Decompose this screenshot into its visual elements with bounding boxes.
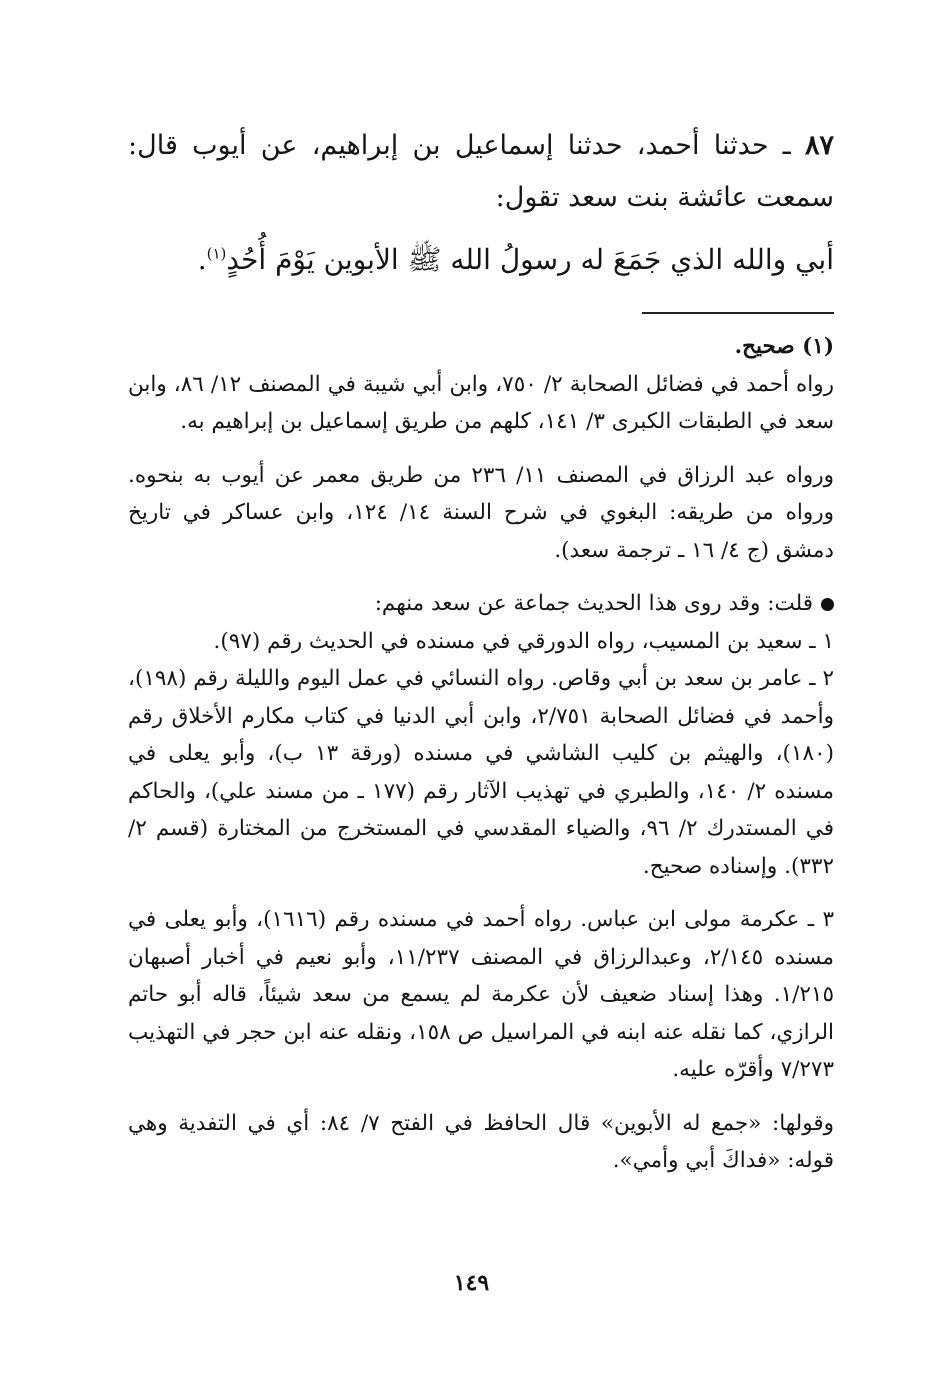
hadith-block <box>128 120 834 286</box>
page-number: ١٤٩ <box>453 1270 490 1296</box>
footnote-paragraph: ورواه عبد الرزاق في المصنف ١١/ ٢٣٦ من طريق معمر عن أيوب به بنحوه. ورواه من طريقه: البغوي في شرح السنة ١٤/ ١٢٤، وابن عساكر في تاريخ دمشق (ج ٤/ ١٦ ـ ترجمة سعد). <box>128 462 835 563</box>
footnote-item: ٢ ـ عامر بن سعد بن أبي وقاص. رواه النسائي في عمل اليوم والليلة رقم (١٩٨)، وأحمد في فضائل الصحابة ٢/٧٥١، وابن أبي الدنيا في كتاب مكارم الأخلاق رقم (١٨٠)، والهيثم بن كليب الشاشي في مسنده (ورقة ١٣ ب)، وأبو يعلى في مسنده ٢/ ١٤٠، والطبري في تهذيب الآثار رقم (١٧٧ ـ من مسند علي)، والحاكم في المستدرك ٢/ ٩٦، والضياء المقدسي في المستخرج من المختارة (قسم ٢/ ٣٣٢). وإسناده صحيح. <box>128 666 835 879</box>
page-body <box>128 120 834 1180</box>
hadith-end: . <box>197 243 207 276</box>
footnote-paragraph: وقولها: «جمع له الأبوين» قال الحافظ في الفتح ٧/ ٨٤: أي في التفدية وهي قوله: «فداكَ أبي وأمي». <box>128 1110 834 1173</box>
footnote-marker: (١) <box>206 244 227 263</box>
bullet-icon <box>821 598 834 611</box>
footnote-separator <box>642 312 834 314</box>
footnote-remark <box>128 585 834 623</box>
footnotes <box>128 328 834 1180</box>
footnote-paragraph: رواه أحمد في فضائل الصحابة ٢/ ٧٥٠، وابن أبي شيبة في المصنف ١٢/ ٨٦، وابن سعد في الطبقات الكبرى ٣/ ١٤١، كلهم من طريق إسماعيل بن إبراهيم به. <box>128 371 835 434</box>
hadith-chain <box>128 120 834 224</box>
remark-text: قلت: وقد روى هذا الحديث جماعة عن سعد منهم: <box>374 591 813 616</box>
footnote-grade: (١) صحيح. <box>734 334 834 359</box>
footnote-item: ١ ـ سعيد بن المسيب، رواه الدورقي في مسنده في الحديث رقم (٩٧). <box>213 628 834 654</box>
footnote-item: ٣ ـ عكرمة مولى ابن عباس. رواه أحمد في مسنده رقم (١٦١٦)، وأبو يعلى في مسنده ٢/١٤٥، وعبدالرزاق في المصنف ١١/٢٣٧، وأبو نعيم في أخبار أصبهان ١/٢١٥. وهذا إسناد ضعيف لأن عكرمة لم يسمع من سعد شيئاً، قاله أبو حاتم الرازي، كما نقله عنه ابنه في المراسيل ص ١٥٨، ونقله عنه ابن حجر في التهذيب ٧/٢٧٣ وأقرّه عليه. <box>128 907 835 1082</box>
hadith-isnad: ـ حدثنا أحمد، حدثنا إسماعيل بن إبراهيم، عن أيوب قال: سمعت عائشة بنت سعد تقول: <box>128 130 834 213</box>
hadith-matn: أبي والله الذي جَمَعَ له رسولُ الله ﷺ الأبوين يَوْمَ أُحُدٍ <box>226 243 834 276</box>
hadith-text <box>128 234 834 286</box>
hadith-number: ٨٧ <box>804 130 834 161</box>
